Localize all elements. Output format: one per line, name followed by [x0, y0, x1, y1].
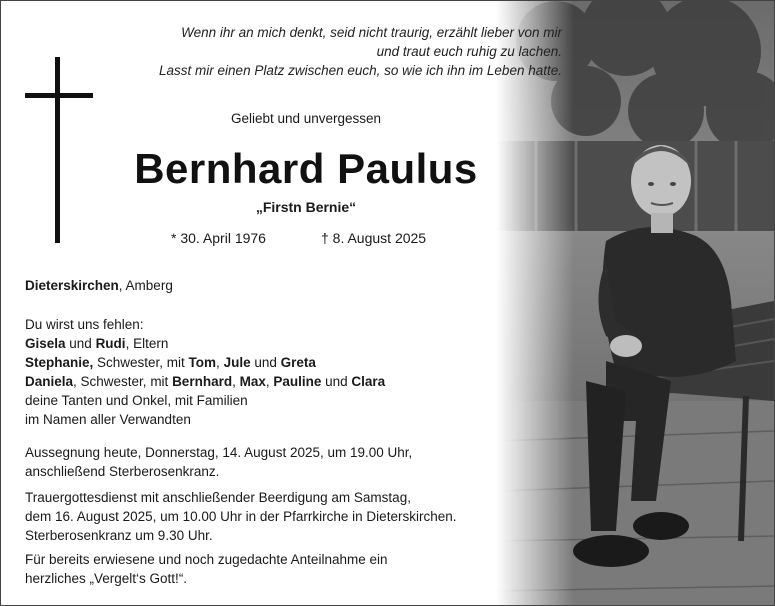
blessing-info: Aussegnung heute, Donnerstag, 14. August 2025, um 19.00 Uhr, anschließend Sterberosenkranz. [25, 445, 413, 479]
poem-line: Wenn ihr an mich denkt, seid nicht traurig, erzählt lieber von mir [181, 25, 562, 40]
funeral-info: Trauergottesdienst mit anschließender Beerdigung am Samstag, dem 16. August 2025, um 10.00 Uhr in der Pfarrkirche in Dieterskirchen. Sterberosenkranz um 9.30 Uhr. [25, 490, 457, 543]
family-line-parents: Gisela und Rudi, Eltern [25, 336, 169, 351]
intro-text: Geliebt und unvergessen [230, 111, 382, 126]
family-list [25, 315, 505, 429]
memorial-poem [92, 23, 562, 80]
family-line-daniela: Daniela, Schwester, mit Bernhard, Max, Pauline und Clara [25, 374, 386, 389]
thanks-text: Für bereits erwiesene und noch zugedachte Anteilnahme ein herzliches „Vergelt‘s Gott!“. [25, 552, 388, 586]
place-rest: , Amberg [118, 278, 173, 293]
poem-line: Lasst mir einen Platz zwischen euch, so wie ich ihn im Leben hatte. [159, 63, 562, 78]
deceased-name: Bernhard Paulus [134, 145, 478, 192]
family-line-stephanie: Stephanie, Schwester, mit Tom, Jule und Greta [25, 355, 316, 370]
portrait-photo [496, 1, 774, 605]
family-line-all: im Namen aller Verwandten [25, 412, 191, 427]
nickname: „Firstn Bernie“ [255, 199, 357, 215]
family-line-relatives: deine Tanten und Onkel, mit Familien [25, 393, 248, 408]
place-town: Dieterskirchen [25, 278, 119, 293]
death-date: † 8. August 2025 [321, 230, 427, 246]
cross-icon [25, 57, 93, 243]
place-line [25, 276, 505, 295]
birth-date: * 30. April 1976 [171, 230, 266, 246]
poem-line: und traut euch ruhig zu lachen. [376, 44, 562, 59]
family-intro: Du wirst uns fehlen: [25, 317, 144, 332]
